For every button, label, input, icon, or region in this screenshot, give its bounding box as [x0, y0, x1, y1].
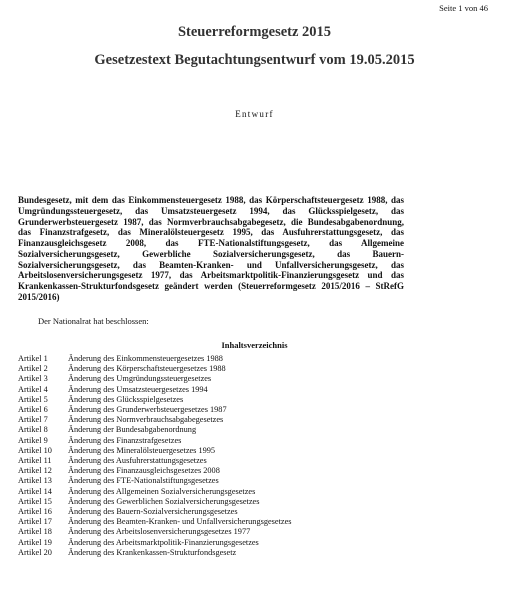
toc-article-number: Artikel 4: [18, 384, 48, 394]
toc-article-number: Artikel 10: [18, 445, 52, 455]
toc-article-number: Artikel 11: [18, 456, 52, 466]
toc-row: [18, 456, 438, 466]
toc-article-title: Änderung des Beamten-Kranken- und Unfallversicherungsgesetzes: [68, 517, 292, 527]
toc-article-number: Artikel 13: [18, 476, 52, 486]
page-indicator: Seite 1 von 46: [439, 3, 488, 13]
toc-article-title: Änderung des Gewerblichen Sozialversicherungsgesetzes: [68, 496, 260, 506]
toc-article-title: Änderung des Grunderwerbsteuergesetzes 1987: [68, 405, 227, 415]
toc-article-number: Artikel 1: [18, 354, 48, 363]
toc-row: [18, 538, 438, 548]
toc-article-title: Änderung des Mineralölsteuergesetzes 1995: [68, 445, 216, 455]
toc-row: [18, 507, 438, 517]
toc-article-title: Änderung der Bundesabgabenordnung: [68, 425, 197, 435]
toc-article-title: Änderung des Körperschaftsteuergesetzes 1988: [68, 364, 226, 374]
toc-article-number: Artikel 20: [18, 547, 52, 557]
toc-article-title: Änderung des Krankenkassen-Strukturfondsgesetz: [68, 547, 237, 557]
toc-row: [18, 527, 438, 537]
toc-article-title: Änderung des Umgründungssteuergesetzes: [68, 374, 212, 384]
toc-row: [18, 395, 438, 405]
document-title: Steuerreformgesetz 2015: [177, 24, 332, 40]
toc-article-number: Artikel 2: [18, 364, 48, 374]
toc-article-number: Artikel 14: [18, 486, 52, 496]
toc-row: [18, 374, 438, 384]
draft-label: Entwurf: [235, 109, 274, 119]
toc-article-title: Änderung des FTE-Nationalstiftungsgesetzes: [68, 476, 219, 486]
toc-article-number: Artikel 7: [18, 415, 48, 425]
toc-heading: Inhaltsverzeichnis: [221, 340, 288, 350]
table-of-contents: [18, 354, 438, 558]
toc-article-number: Artikel 17: [18, 517, 52, 527]
toc-article-number: Artikel 12: [18, 466, 52, 476]
toc-row: [18, 476, 438, 486]
toc-article-number: Artikel 15: [18, 496, 52, 506]
toc-row: [18, 425, 438, 435]
toc-row: [18, 466, 438, 476]
toc-article-title: Änderung des Ausfuhrerstattungsgesetzes: [68, 456, 207, 466]
toc-row: [18, 415, 438, 425]
toc-article-number: Artikel 16: [18, 507, 52, 517]
toc-row: [18, 354, 438, 364]
toc-article-title: Änderung des Arbeitsmarktpolitik-Finanzierungsgesetzes: [68, 537, 259, 547]
toc-article-title: Änderung des Allgemeinen Sozialversicherungsgesetzes: [68, 486, 256, 496]
toc-article-title: Änderung des Finanzstrafgesetzes: [68, 435, 182, 445]
toc-article-number: Artikel 18: [18, 527, 52, 537]
toc-row: [18, 364, 438, 374]
toc-article-title: Änderung des Glücksspielgesetzes: [68, 394, 184, 404]
toc-article-number: Artikel 3: [18, 374, 48, 384]
toc-row: [18, 436, 438, 446]
law-title: Bundesgesetz, mit dem das Einkommensteuergesetz 1988, das Körperschaftsteuergesetz 1988, das Umgründungssteuergesetz, das Umsatzsteuergesetz 1994, das Glücksspielgesetz, das Grunderwerbsteuergesetz 1987, das Normverbrauchsabgabegesetz, die Bundesabgabenordnung, das Finanzstrafgesetz, das Mineralölsteuergesetz 1995, das Ausfuhrerstattungsgesetz, das Finanzausgleichsgesetz 2008, das FTE-Nationalstiftungsgesetz, das Allgemeine Sozialversicherungsgesetz, Gewerbliche Sozialversicherungsgesetz, das Bauern-Sozialversicherungsgesetz, das Beamten-Kranken- und Unfallversicherungsgesetz, das Arbeitslosenversicherungsgesetz 1977, das Arbeitsmarktpolitik-Finanzierungsgesetz und das Krankenkassen-Strukturfondsgesetz geändert werden (Steuerreformgesetz 2015/2016 – StRefG 2015/2016): [18, 195, 404, 302]
toc-row: [18, 487, 438, 497]
toc-article-number: Artikel 19: [18, 537, 52, 547]
toc-article-title: Änderung des Finanzausgleichsgesetzes 2008: [68, 466, 220, 476]
toc-article-number: Artikel 9: [18, 435, 48, 445]
toc-article-title: Änderung des Bauern-Sozialversicherungsgesetzes: [68, 507, 238, 517]
toc-article-number: Artikel 8: [18, 425, 48, 435]
toc-article-number: Artikel 6: [18, 405, 48, 415]
toc-row: [18, 385, 438, 395]
toc-row: [18, 497, 438, 507]
toc-row: [18, 517, 438, 527]
enactment-clause: Der Nationalrat hat beschlossen:: [38, 316, 149, 326]
toc-article-title: Änderung des Arbeitslosenversicherungsgesetzes 1977: [68, 527, 251, 537]
document-subtitle: Gesetzestext Begutachtungsentwurf vom 19.05.2015: [94, 52, 415, 68]
toc-article-title: Änderung des Einkommensteuergesetzes 1988: [68, 354, 223, 363]
toc-row: [18, 405, 438, 415]
toc-article-number: Artikel 5: [18, 394, 48, 404]
toc-row: [18, 548, 438, 558]
toc-row: [18, 446, 438, 456]
toc-article-title: Änderung des Umsatzsteuergesetzes 1994: [68, 384, 208, 394]
toc-article-title: Änderung des Normverbrauchsabgabegesetzes: [68, 415, 224, 425]
